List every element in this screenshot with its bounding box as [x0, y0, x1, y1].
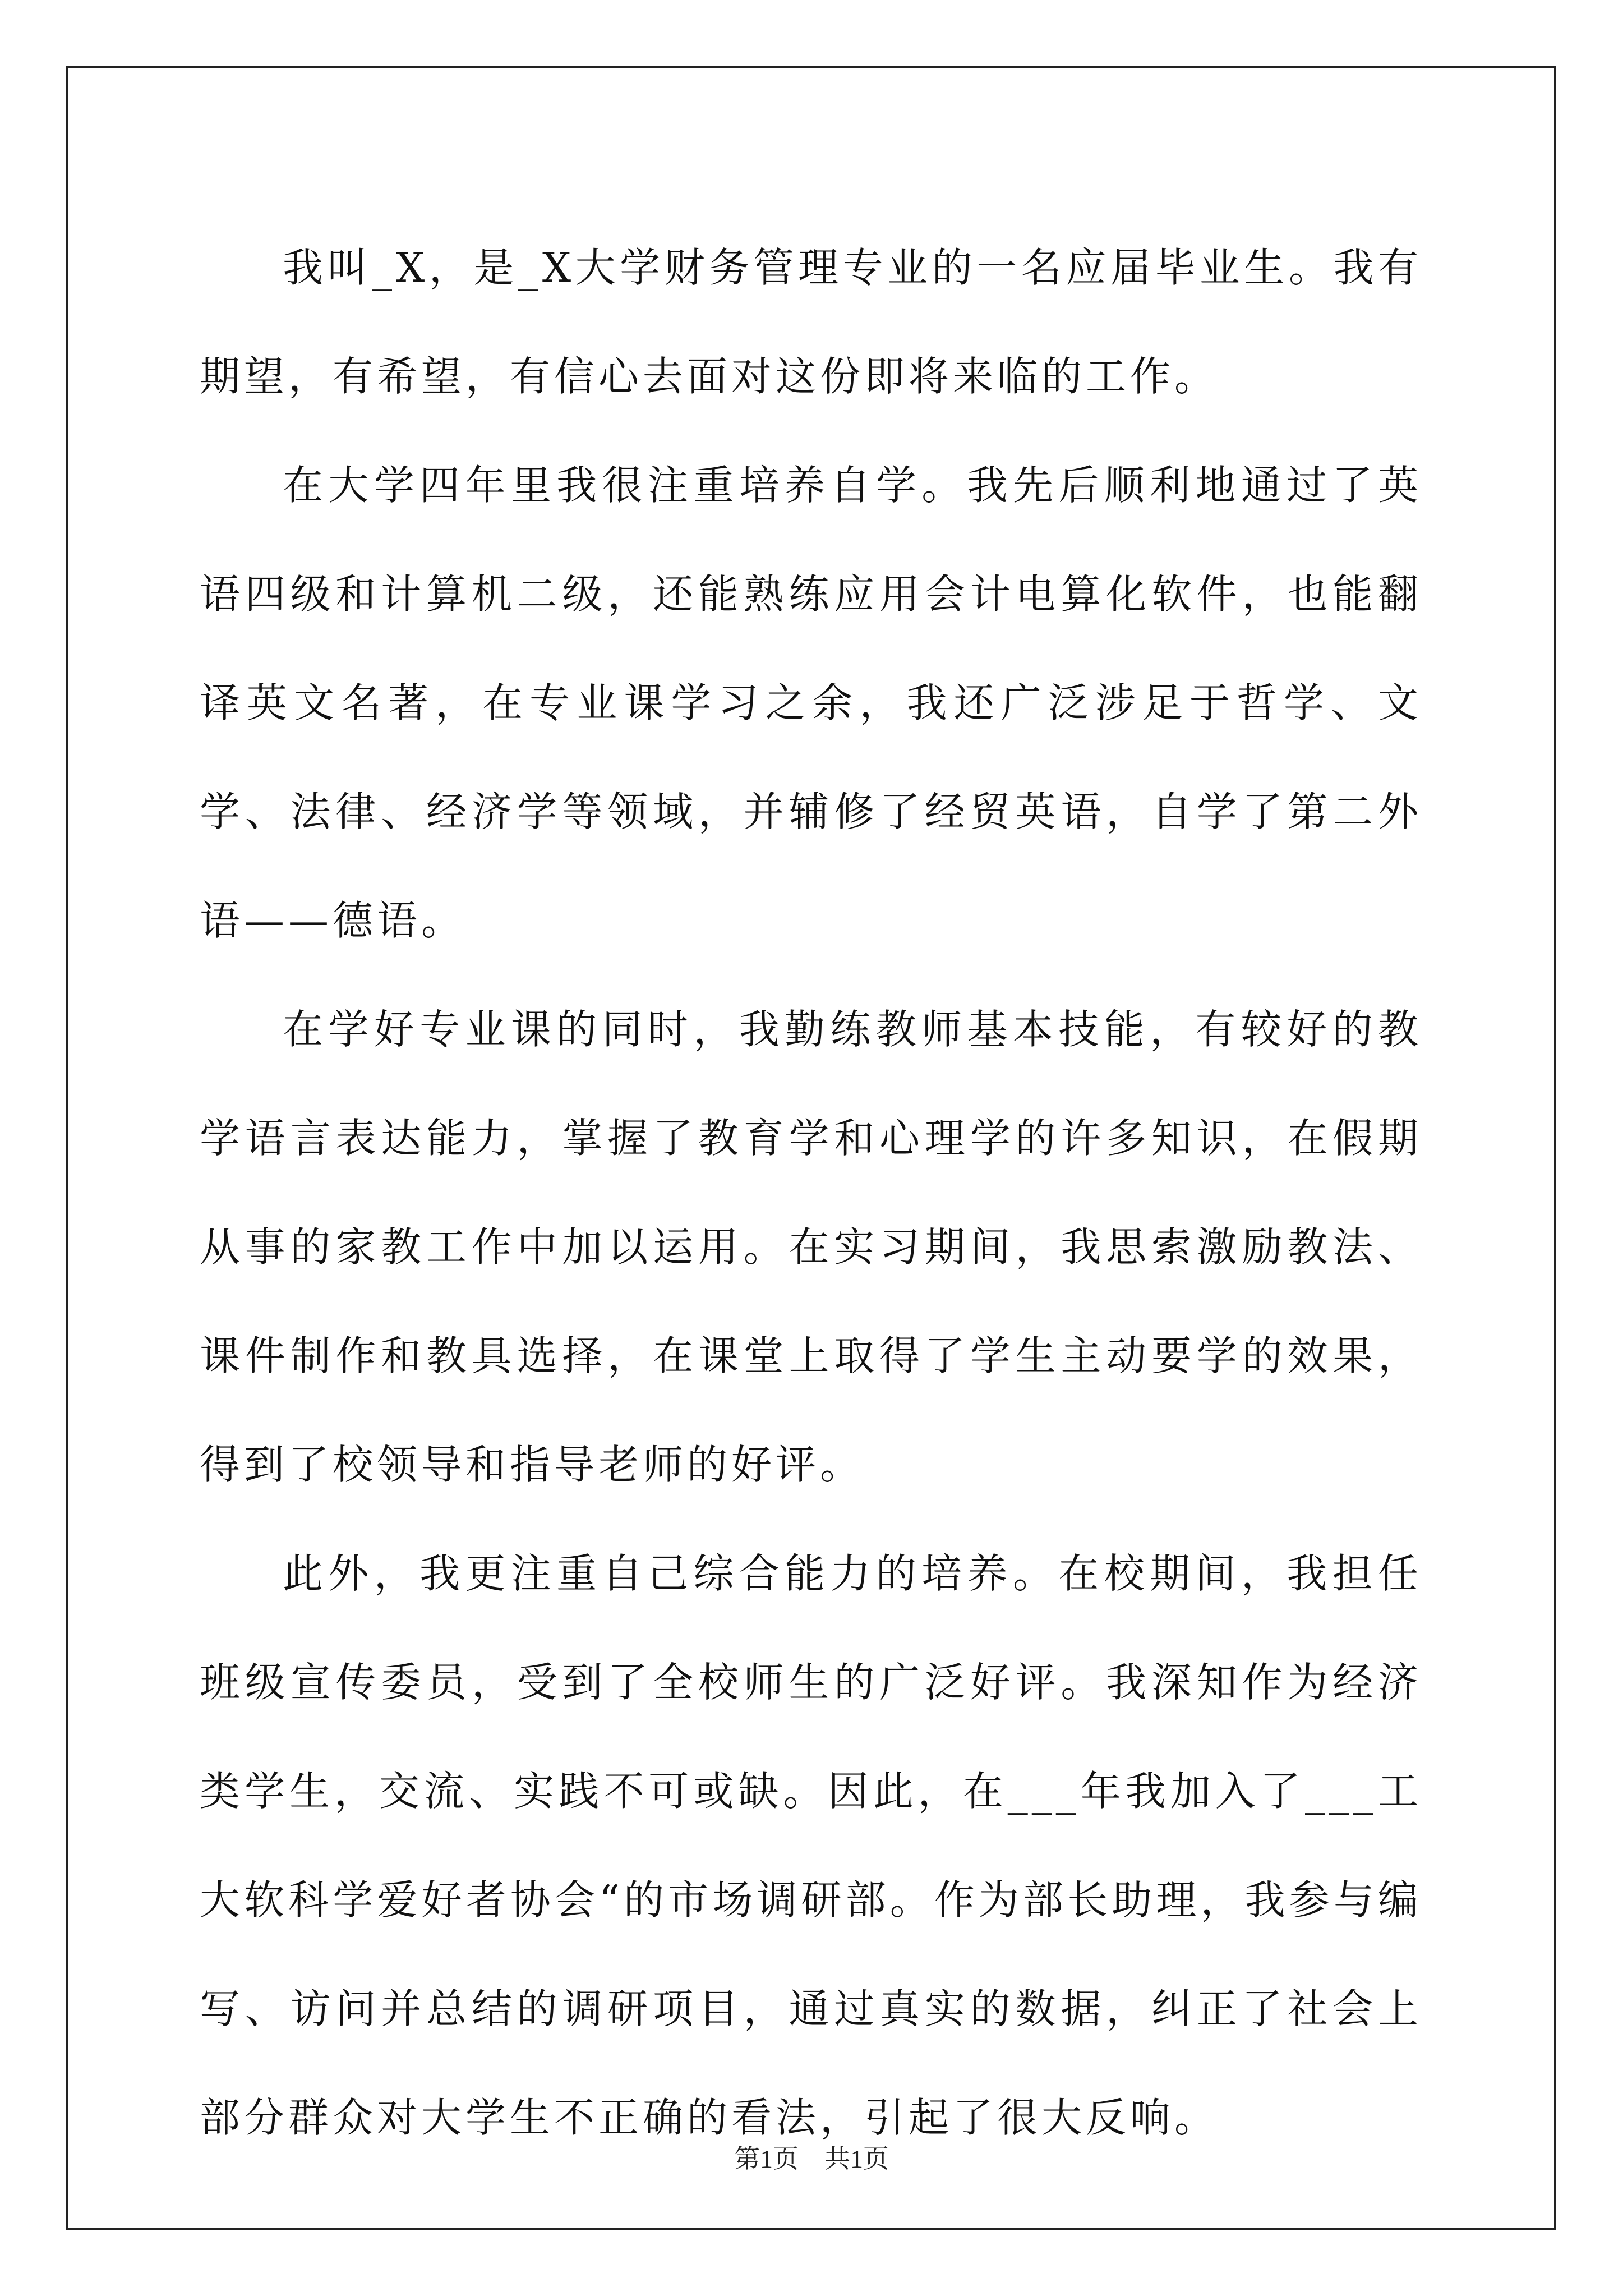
paragraph-1: 我叫_X，是_X大学财务管理专业的一名应届毕业生。我有期望，有希望，有信心去面对这份即将来临的工作。 [200, 244, 1422, 400]
paragraph-4: 此外，我更注重自己综合能力的培养。在校期间，我担任班级宣传委员，受到了全校师生的广泛好评。我深知作为经济类学生，交流、实践不可或缺。因此，在___年我加入了___工大软科学爱好者协会“的市场调研部。作为部长助理，我参与编写、访问并总结的调研项目，通过真实的数据，纠正了社会上部分群众对大学生不正确的看法，引起了很大反响。 [200, 1550, 1422, 2141]
page-number-footer: 第1页 共1页 [734, 2145, 889, 2173]
document-body [200, 213, 1422, 2172]
paragraph-3: 在学好专业课的同时，我勤练教师基本技能，有较好的教学语言表达能力，掌握了教育学和心理学的许多知识，在假期从事的家教工作中加以运用。在实习期间，我思索激励教法、课件制作和教具选择，在课堂上取得了学生主动要学的效果，得到了校领导和指导老师的好评。 [200, 1006, 1422, 1488]
paragraph-2: 在大学四年里我很注重培养自学。我先后顺利地通过了英语四级和计算机二级，还能熟练应用会计电算化软件，也能翻译英文名著，在专业课学习之余，我还广泛涉足于哲学、文学、法律、经济学等领域，并辅修了经贸英语，自学了第二外语——德语。 [200, 462, 1422, 944]
